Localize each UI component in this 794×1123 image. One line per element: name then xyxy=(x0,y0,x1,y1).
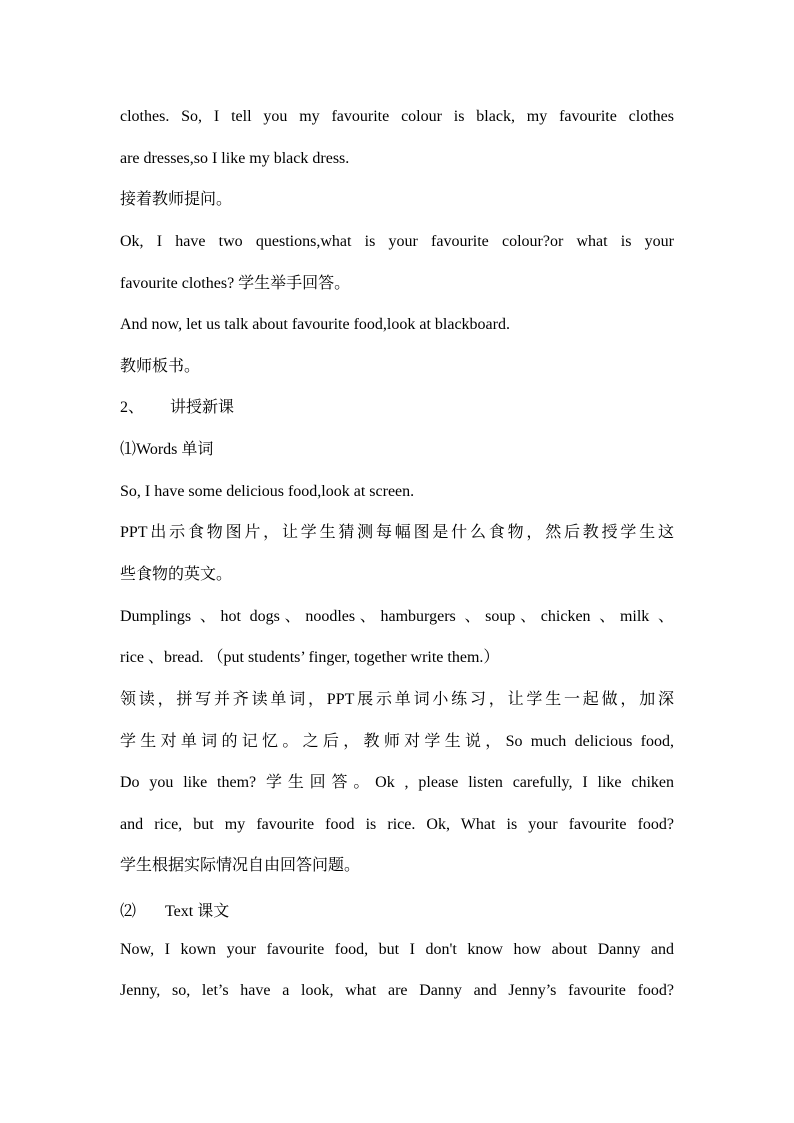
subsection-number: ⑵ xyxy=(120,903,137,920)
text-line: Do you like them? 学生回答。Ok , please listen carefully, I like chiken xyxy=(120,774,674,791)
section-number: 2、 xyxy=(120,399,145,416)
text-line: 些食物的英文。 xyxy=(120,566,233,583)
subsection-heading-text xyxy=(120,901,674,923)
text-line: 教师板书。 xyxy=(120,358,201,375)
text-line: 学生根据实际情况自由回答问题。 xyxy=(120,857,361,874)
text-line: favourite clothes? 学生举手回答。 xyxy=(120,275,351,292)
text-line: Now, I kown your favourite food, but I don't know how about Danny and xyxy=(120,941,674,958)
text-line: So, I have some delicious food,look at screen. xyxy=(120,483,415,500)
section-title: 讲授新课 xyxy=(170,399,235,416)
text-line: Jenny, so, let’s have a look, what are Danny and Jenny’s favourite food? xyxy=(120,982,674,999)
text-line: PPT出示食物图片，让学生猜测每幅图是什么食物，然后教授学生这 xyxy=(120,524,674,541)
text-line: clothes. So, I tell you my favourite colour is black, my favourite clothes xyxy=(120,108,674,125)
text-line: Ok, I have two questions,what is your favourite colour?or what is your xyxy=(120,233,674,250)
text-line: are dresses,so I like my black dress. xyxy=(120,150,350,167)
subsection-title: Text 课文 xyxy=(165,903,230,920)
text-line: 接着教师提问。 xyxy=(120,191,233,208)
text-line: rice 、bread. （put students’ finger, together write them.） xyxy=(120,649,500,666)
text-line: 领读，拼写并齐读单词，PPT展示单词小练习，让学生一起做，加深 xyxy=(120,691,674,708)
subsection-heading-words: ⑴Words 单词 xyxy=(120,441,214,458)
text-line: 学生对单词的记忆。之后，教师对学生说，So much delicious food, xyxy=(120,733,674,750)
text-line: and rice, but my favourite food is rice. Ok, What is your favourite food? xyxy=(120,816,674,833)
section-heading xyxy=(120,397,674,419)
text-line: And now, let us talk about favourite food,look at blackboard. xyxy=(120,316,510,333)
text-line: Dumplings 、hot dogs、noodles、hamburgers 、soup、chicken 、milk 、 xyxy=(120,608,674,625)
